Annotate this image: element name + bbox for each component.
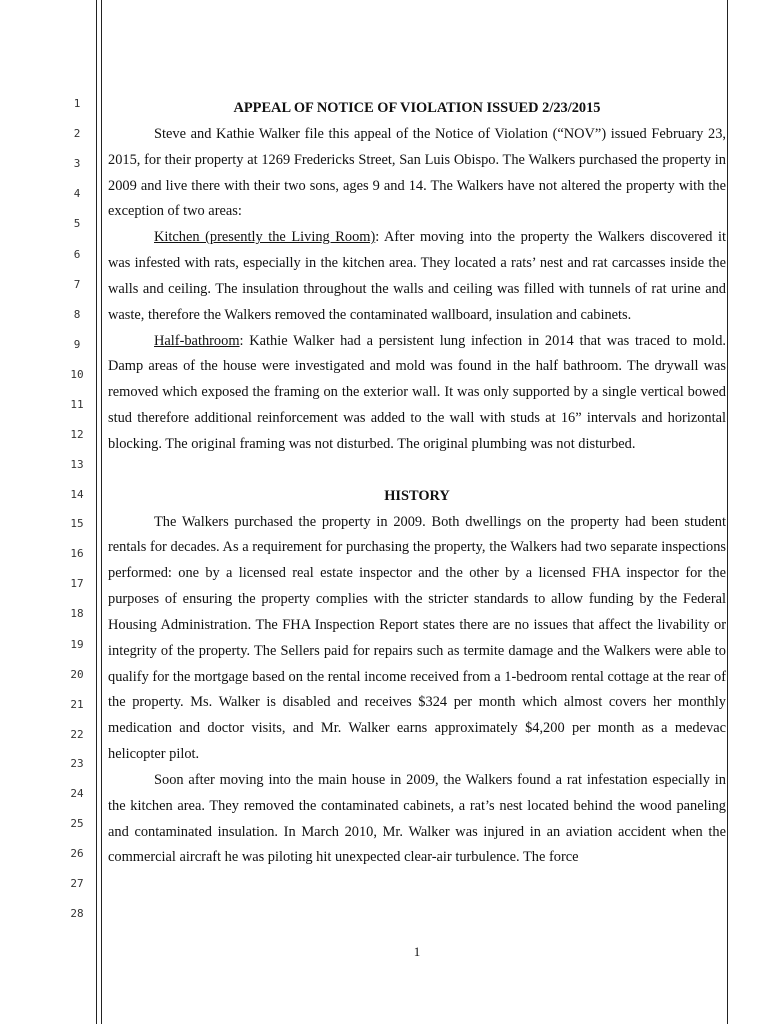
bathroom-label: Half-bathroom <box>154 332 240 349</box>
line-number: 14 <box>70 488 84 501</box>
line-number: 4 <box>73 187 81 200</box>
kitchen-text: : After moving into the property the Walkers discovered it was infested with rats, especially in the kitchen area. They located a rats’ nest and rat carcasses inside the walls and ceiling. The insulation throughout the walls and ceiling was filled with tunnels of rat urine and waste, therefore the Walkers removed the contaminated wallboard, insulation and cabinets. <box>108 229 726 323</box>
line-number: 28 <box>70 907 84 920</box>
kitchen-label: Kitchen (presently the Living Room) <box>154 229 376 246</box>
line-number: 5 <box>73 217 81 230</box>
page-number: 1 <box>413 944 421 959</box>
left-margin-rule-inner <box>101 0 102 1024</box>
document-body <box>108 96 726 871</box>
line-number: 23 <box>70 757 84 770</box>
line-number: 17 <box>70 577 84 590</box>
line-number: 21 <box>70 698 84 711</box>
history-paragraph-1: The Walkers purchased the property in 2009. Both dwellings on the property had been student rentals for decades. As a requirement for purchasing the property, the Walkers had two separate inspections performed: one by a licensed real estate inspector and the other by a licensed FHA inspector for the purposes of ensuring the property complies with the stricter standards to allow funding by the Federal Housing Administration. The FHA Inspection Report states there are no issues that affect the livability or integrity of the property. The Sellers paid for repairs such as termite damage and the Walkers were able to qualify for the mortgage based on the rental income received from a 1-bedroom rental cottage at the rear of the property. Ms. Walker is disabled and receives $324 per month which almost covers her monthly medication and doctor visits, and Mr. Walker earns approximately $4,200 per month as a medevac helicopter pilot. <box>108 513 726 763</box>
line-number: 7 <box>73 278 81 291</box>
history-heading: HISTORY <box>384 487 450 504</box>
document-title: APPEAL OF NOTICE OF VIOLATION ISSUED 2/23/2015 <box>233 100 601 116</box>
line-number: 6 <box>73 248 81 261</box>
line-number: 2 <box>73 127 81 140</box>
line-number: 9 <box>73 338 81 351</box>
intro-paragraph: Steve and Kathie Walker file this appeal of the Notice of Violation (“NOV”) issued February 23, 2015, for their property at 1269 Fredericks Street, San Luis Obispo. The Walkers purchased the property in 2009 and live there with their two sons, ages 9 and 14. The Walkers have not altered the property with the exception of two areas: <box>108 125 726 220</box>
history-paragraph-2: Soon after moving into the main house in 2009, the Walkers found a rat infestation especially in the kitchen area. They removed the contaminated cabinets, a rat’s nest located behind the wood paneling and contaminated insulation. In March 2010, Mr. Walker was injured in an aviation accident when the commercial aircraft he was piloting hit unexpected clear-air turbulence. The force <box>108 771 726 866</box>
line-number: 18 <box>70 607 84 620</box>
line-number: 26 <box>70 847 84 860</box>
right-margin-rule <box>727 0 728 1024</box>
line-number: 25 <box>70 817 84 830</box>
bathroom-text: : Kathie Walker had a persistent lung infection in 2014 that was traced to mold. Damp areas of the house were investigated and mold was found in the half bathroom. The drywall was removed which exposed the framing on the exterior wall. It was only supported by a single vertical bowed stud therefore additional reinforcement was added to the wall with studs at 16” intervals and horizontal blocking. The original framing was not disturbed. The original plumbing was not disturbed. <box>108 332 726 452</box>
line-number: 3 <box>73 157 81 170</box>
bathroom-paragraph <box>108 329 726 458</box>
line-number: 20 <box>70 668 84 681</box>
line-number: 1 <box>73 97 81 110</box>
line-number: 12 <box>70 428 84 441</box>
line-number: 22 <box>70 728 84 741</box>
line-number: 11 <box>70 398 84 411</box>
line-number: 27 <box>70 877 84 890</box>
left-margin-rule-outer <box>96 0 97 1024</box>
kitchen-paragraph <box>108 225 726 328</box>
line-number: 10 <box>70 368 84 381</box>
line-number: 13 <box>70 458 84 471</box>
line-number: 16 <box>70 547 84 560</box>
line-number: 15 <box>70 517 84 530</box>
line-number: 19 <box>70 638 84 651</box>
line-number: 8 <box>73 308 81 321</box>
line-number: 24 <box>70 787 84 800</box>
